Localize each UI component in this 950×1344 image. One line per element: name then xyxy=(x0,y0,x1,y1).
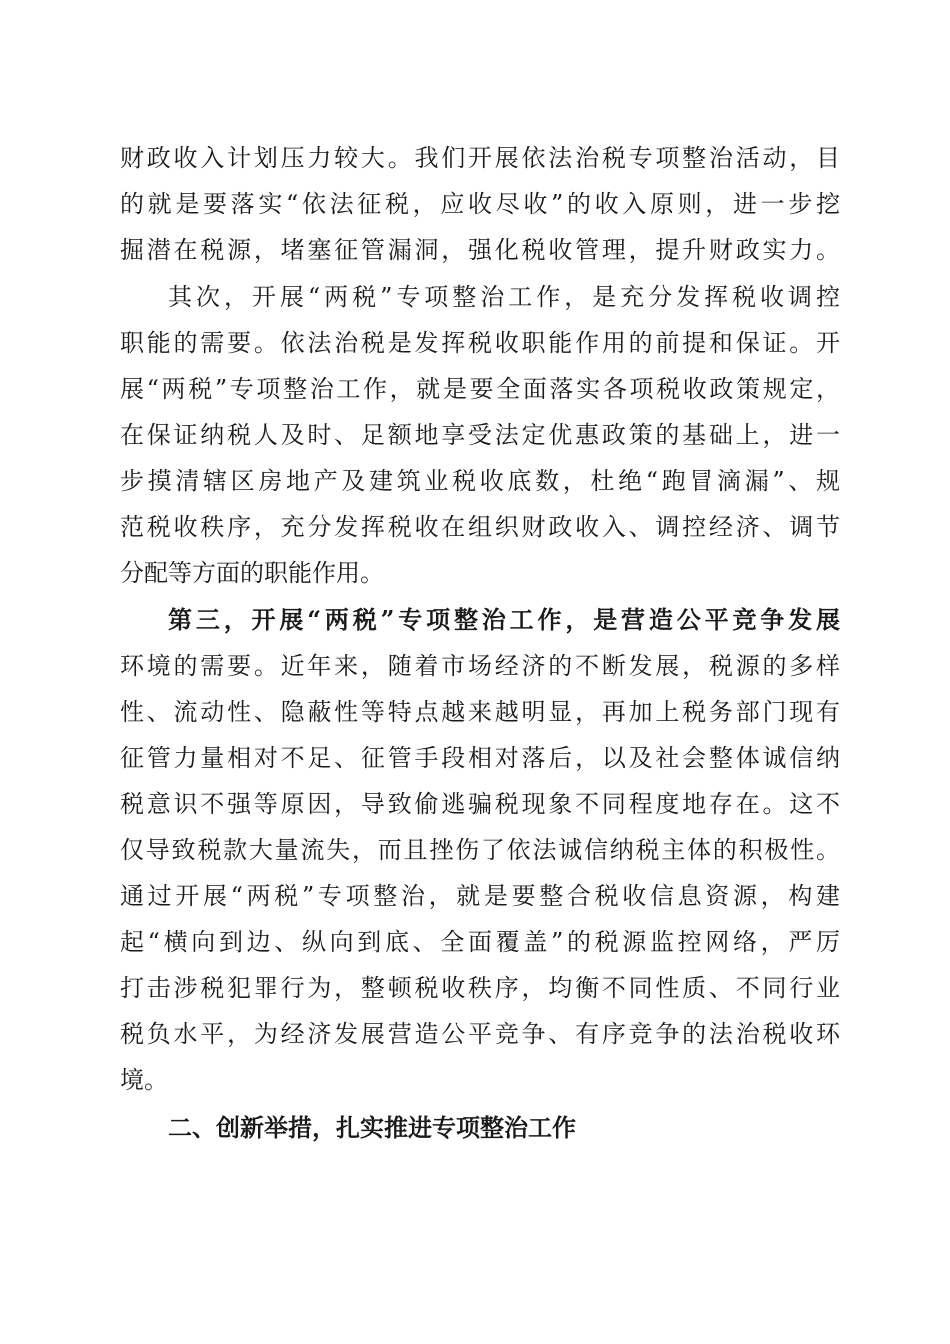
paragraph-3-line-1: 第三，开展“两税”专项整治工作，是营造公平竞争发展 xyxy=(168,605,840,634)
paragraph-1-line-2: 的就是要落实“依法征税，应收尽收”的收入原则，进一步挖 xyxy=(120,190,840,218)
paragraph-2-line-6: 范税收秩序，充分发挥税收在组织财政收入、调控经济、调节 xyxy=(120,513,840,541)
paragraph-2-line-7: 分配等方面的职能作用。 xyxy=(120,559,384,587)
paragraph-3-line-10: 税负水平，为经济发展营造公平竞争、有序竞争的法治税收环 xyxy=(120,1020,840,1048)
paragraph-2-line-1: 其次，开展“两税”专项整治工作，是充分发挥税收调控 xyxy=(168,283,840,311)
paragraph-1-line-1: 财政收入计划压力较大。我们开展依法治税专项整治活动，目 xyxy=(120,144,840,172)
paragraph-3-line-3: 性、流动性、隐蔽性等特点越来越明显，再加上税务部门现有 xyxy=(120,698,840,726)
paragraph-2-line-2: 职能的需要。依法治税是发挥税收职能作用的前提和保证。开 xyxy=(120,329,840,357)
paragraph-1-line-3: 掘潜在税源，堵塞征管漏洞，强化税收管理，提升财政实力。 xyxy=(120,236,840,264)
paragraph-3-line-9: 打击涉税犯罪行为，整顿税收秩序，均衡不同性质、不同行业 xyxy=(120,974,840,1002)
section-heading: 二、创新举措，扎实推进专项整治工作 xyxy=(168,1114,576,1142)
paragraph-3-line-8: 起“横向到边、纵向到底、全面覆盖”的税源监控网络，严厉 xyxy=(120,928,840,956)
paragraph-2-line-5: 步摸清辖区房地产及建筑业税收底数，杜绝“跑冒滴漏”、规 xyxy=(120,467,840,495)
paragraph-3-line-4: 征管力量相对不足、征管手段相对落后，以及社会整体诚信纳 xyxy=(120,744,840,772)
paragraph-3-line-6: 仅导致税款大量流失，而且挫伤了依法诚信纳税主体的积极性。 xyxy=(120,836,840,864)
paragraph-3-line-7: 通过开展“两税”专项整治，就是要整合税收信息资源，构建 xyxy=(120,882,840,910)
paragraph-3-line-11: 境。 xyxy=(120,1066,168,1094)
paragraph-3-line-5: 税意识不强等原因，导致偷逃骗税现象不同程度地存在。这不 xyxy=(120,790,840,818)
paragraph-2-line-3: 展“两税”专项整治工作，就是要全面落实各项税收政策规定， xyxy=(120,375,840,403)
paragraph-3-line-2: 环境的需要。近年来，随着市场经济的不断发展，税源的多样 xyxy=(120,652,840,680)
paragraph-2-line-4: 在保证纳税人及时、足额地享受法定优惠政策的基础上，进一 xyxy=(120,421,840,449)
